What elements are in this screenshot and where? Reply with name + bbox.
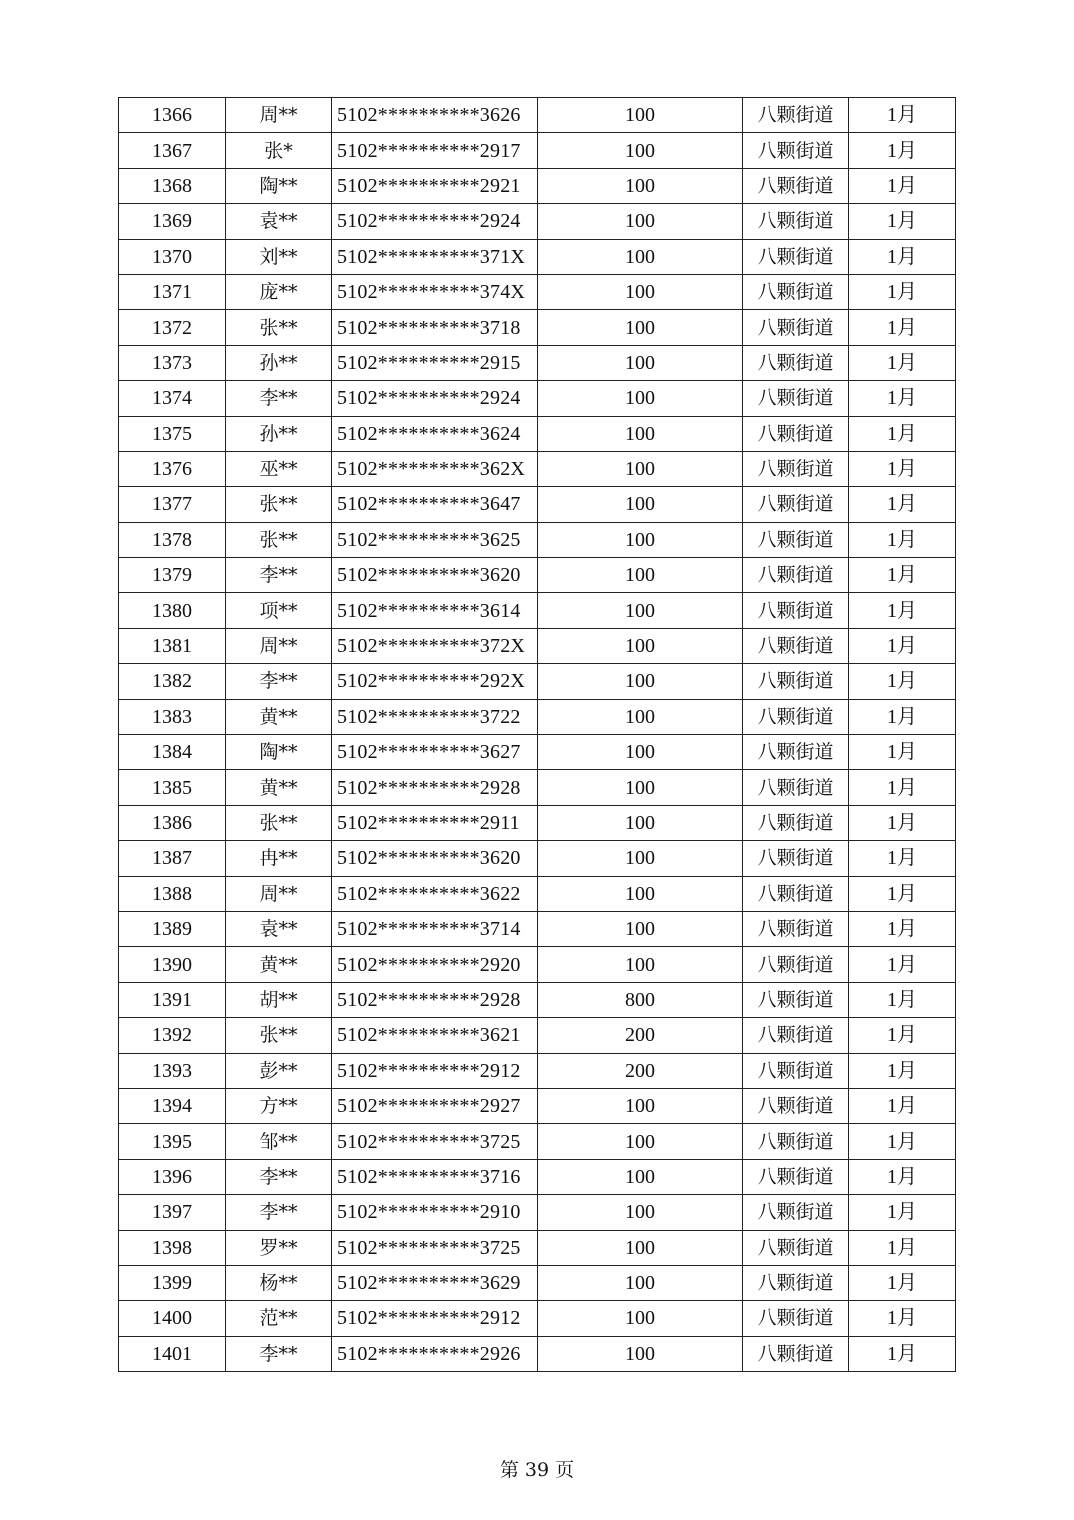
month-cell: 1月 xyxy=(849,345,956,380)
amount-cell: 100 xyxy=(538,310,743,345)
month-cell: 1月 xyxy=(849,274,956,309)
amount-cell: 100 xyxy=(538,522,743,557)
month-cell: 1月 xyxy=(849,310,956,345)
street-cell: 八颗街道 xyxy=(743,416,849,451)
amount-cell: 100 xyxy=(538,1088,743,1123)
amount-cell: 100 xyxy=(538,735,743,770)
id-number-cell: 5102**********3629 xyxy=(332,1265,538,1300)
month-cell: 1月 xyxy=(849,416,956,451)
id-number-cell: 5102**********3716 xyxy=(332,1159,538,1194)
row-number-cell: 1374 xyxy=(119,381,226,416)
amount-cell: 100 xyxy=(538,805,743,840)
name-cell: 李** xyxy=(226,1336,332,1371)
row-number-cell: 1372 xyxy=(119,310,226,345)
amount-cell: 100 xyxy=(538,911,743,946)
name-cell: 袁** xyxy=(226,204,332,239)
table-row xyxy=(119,345,956,380)
row-number-cell: 1388 xyxy=(119,876,226,911)
name-cell: 张** xyxy=(226,805,332,840)
street-cell: 八颗街道 xyxy=(743,98,849,133)
name-cell: 张** xyxy=(226,1018,332,1053)
row-number-cell: 1387 xyxy=(119,841,226,876)
month-cell: 1月 xyxy=(849,381,956,416)
amount-cell: 100 xyxy=(538,876,743,911)
table-row xyxy=(119,274,956,309)
name-cell: 周** xyxy=(226,876,332,911)
street-cell: 八颗街道 xyxy=(743,451,849,486)
table-row xyxy=(119,1265,956,1300)
name-cell: 孙** xyxy=(226,416,332,451)
table-row xyxy=(119,805,956,840)
id-number-cell: 5102**********3614 xyxy=(332,593,538,628)
name-cell: 刘** xyxy=(226,239,332,274)
row-number-cell: 1401 xyxy=(119,1336,226,1371)
month-cell: 1月 xyxy=(849,911,956,946)
amount-cell: 100 xyxy=(538,1124,743,1159)
id-number-cell: 5102**********372X xyxy=(332,628,538,663)
name-cell: 方** xyxy=(226,1088,332,1123)
street-cell: 八颗街道 xyxy=(743,204,849,239)
table-row xyxy=(119,1230,956,1265)
name-cell: 陶** xyxy=(226,168,332,203)
name-cell: 黄** xyxy=(226,770,332,805)
name-cell: 邹** xyxy=(226,1124,332,1159)
month-cell: 1月 xyxy=(849,1018,956,1053)
table-row xyxy=(119,1301,956,1336)
name-cell: 李** xyxy=(226,664,332,699)
street-cell: 八颗街道 xyxy=(743,310,849,345)
amount-cell: 100 xyxy=(538,1159,743,1194)
id-number-cell: 5102**********371X xyxy=(332,239,538,274)
amount-cell: 100 xyxy=(538,770,743,805)
amount-cell: 100 xyxy=(538,699,743,734)
table-row xyxy=(119,982,956,1017)
row-number-cell: 1381 xyxy=(119,628,226,663)
id-number-cell: 5102**********2924 xyxy=(332,204,538,239)
table-row xyxy=(119,911,956,946)
amount-cell: 100 xyxy=(538,451,743,486)
row-number-cell: 1392 xyxy=(119,1018,226,1053)
row-number-cell: 1373 xyxy=(119,345,226,380)
row-number-cell: 1399 xyxy=(119,1265,226,1300)
id-number-cell: 5102**********3622 xyxy=(332,876,538,911)
amount-cell: 100 xyxy=(538,593,743,628)
amount-cell: 200 xyxy=(538,1053,743,1088)
month-cell: 1月 xyxy=(849,1230,956,1265)
row-number-cell: 1395 xyxy=(119,1124,226,1159)
amount-cell: 100 xyxy=(538,133,743,168)
table-row xyxy=(119,381,956,416)
row-number-cell: 1367 xyxy=(119,133,226,168)
street-cell: 八颗街道 xyxy=(743,1301,849,1336)
month-cell: 1月 xyxy=(849,1088,956,1123)
table-row xyxy=(119,699,956,734)
name-cell: 冉** xyxy=(226,841,332,876)
month-cell: 1月 xyxy=(849,1265,956,1300)
street-cell: 八颗街道 xyxy=(743,593,849,628)
row-number-cell: 1370 xyxy=(119,239,226,274)
month-cell: 1月 xyxy=(849,1159,956,1194)
month-cell: 1月 xyxy=(849,841,956,876)
amount-cell: 100 xyxy=(538,558,743,593)
street-cell: 八颗街道 xyxy=(743,911,849,946)
amount-cell: 100 xyxy=(538,239,743,274)
street-cell: 八颗街道 xyxy=(743,699,849,734)
row-number-cell: 1377 xyxy=(119,487,226,522)
table-row xyxy=(119,416,956,451)
month-cell: 1月 xyxy=(849,1124,956,1159)
month-cell: 1月 xyxy=(849,628,956,663)
name-cell: 张** xyxy=(226,487,332,522)
month-cell: 1月 xyxy=(849,947,956,982)
street-cell: 八颗街道 xyxy=(743,664,849,699)
month-cell: 1月 xyxy=(849,982,956,1017)
id-number-cell: 5102**********3627 xyxy=(332,735,538,770)
table-row xyxy=(119,451,956,486)
amount-cell: 100 xyxy=(538,381,743,416)
month-cell: 1月 xyxy=(849,735,956,770)
table-row xyxy=(119,310,956,345)
street-cell: 八颗街道 xyxy=(743,1159,849,1194)
name-cell: 张* xyxy=(226,133,332,168)
month-cell: 1月 xyxy=(849,805,956,840)
id-number-cell: 5102**********374X xyxy=(332,274,538,309)
month-cell: 1月 xyxy=(849,558,956,593)
table-row xyxy=(119,1053,956,1088)
name-cell: 庞** xyxy=(226,274,332,309)
name-cell: 项** xyxy=(226,593,332,628)
month-cell: 1月 xyxy=(849,1053,956,1088)
amount-cell: 100 xyxy=(538,345,743,380)
id-number-cell: 5102**********3714 xyxy=(332,911,538,946)
row-number-cell: 1398 xyxy=(119,1230,226,1265)
amount-cell: 100 xyxy=(538,274,743,309)
month-cell: 1月 xyxy=(849,1336,956,1371)
id-number-cell: 5102**********3626 xyxy=(332,98,538,133)
street-cell: 八颗街道 xyxy=(743,274,849,309)
id-number-cell: 5102**********3620 xyxy=(332,558,538,593)
amount-cell: 100 xyxy=(538,1195,743,1230)
row-number-cell: 1376 xyxy=(119,451,226,486)
table-row xyxy=(119,841,956,876)
street-cell: 八颗街道 xyxy=(743,1088,849,1123)
name-cell: 张** xyxy=(226,310,332,345)
month-cell: 1月 xyxy=(849,133,956,168)
table-row xyxy=(119,204,956,239)
table-row xyxy=(119,735,956,770)
table-row xyxy=(119,628,956,663)
month-cell: 1月 xyxy=(849,168,956,203)
amount-cell: 100 xyxy=(538,1265,743,1300)
amount-cell: 200 xyxy=(538,1018,743,1053)
row-number-cell: 1384 xyxy=(119,735,226,770)
row-number-cell: 1382 xyxy=(119,664,226,699)
row-number-cell: 1396 xyxy=(119,1159,226,1194)
street-cell: 八颗街道 xyxy=(743,487,849,522)
amount-cell: 100 xyxy=(538,204,743,239)
amount-cell: 100 xyxy=(538,1301,743,1336)
row-number-cell: 1380 xyxy=(119,593,226,628)
table-row xyxy=(119,98,956,133)
id-number-cell: 5102**********2921 xyxy=(332,168,538,203)
name-cell: 李** xyxy=(226,1159,332,1194)
name-cell: 范** xyxy=(226,1301,332,1336)
street-cell: 八颗街道 xyxy=(743,735,849,770)
month-cell: 1月 xyxy=(849,664,956,699)
id-number-cell: 5102**********3725 xyxy=(332,1230,538,1265)
table-row xyxy=(119,1159,956,1194)
month-cell: 1月 xyxy=(849,98,956,133)
row-number-cell: 1368 xyxy=(119,168,226,203)
amount-cell: 100 xyxy=(538,947,743,982)
amount-cell: 100 xyxy=(538,98,743,133)
street-cell: 八颗街道 xyxy=(743,1230,849,1265)
row-number-cell: 1366 xyxy=(119,98,226,133)
street-cell: 八颗街道 xyxy=(743,947,849,982)
amount-cell: 100 xyxy=(538,168,743,203)
table-row xyxy=(119,876,956,911)
page-number: 第 39 页 xyxy=(499,1459,575,1481)
amount-cell: 100 xyxy=(538,1230,743,1265)
street-cell: 八颗街道 xyxy=(743,239,849,274)
month-cell: 1月 xyxy=(849,1301,956,1336)
month-cell: 1月 xyxy=(849,451,956,486)
row-number-cell: 1389 xyxy=(119,911,226,946)
row-number-cell: 1400 xyxy=(119,1301,226,1336)
id-number-cell: 5102**********2912 xyxy=(332,1301,538,1336)
month-cell: 1月 xyxy=(849,239,956,274)
name-cell: 周** xyxy=(226,628,332,663)
id-number-cell: 5102**********3625 xyxy=(332,522,538,557)
street-cell: 八颗街道 xyxy=(743,982,849,1017)
month-cell: 1月 xyxy=(849,770,956,805)
street-cell: 八颗街道 xyxy=(743,168,849,203)
id-number-cell: 5102**********2915 xyxy=(332,345,538,380)
id-number-cell: 5102**********2912 xyxy=(332,1053,538,1088)
id-number-cell: 5102**********3722 xyxy=(332,699,538,734)
amount-cell: 100 xyxy=(538,628,743,663)
table-row xyxy=(119,168,956,203)
row-number-cell: 1369 xyxy=(119,204,226,239)
id-number-cell: 5102**********362X xyxy=(332,451,538,486)
street-cell: 八颗街道 xyxy=(743,841,849,876)
id-number-cell: 5102**********3718 xyxy=(332,310,538,345)
street-cell: 八颗街道 xyxy=(743,133,849,168)
table-row xyxy=(119,522,956,557)
row-number-cell: 1383 xyxy=(119,699,226,734)
roster-table-body xyxy=(119,98,956,1372)
street-cell: 八颗街道 xyxy=(743,1265,849,1300)
row-number-cell: 1379 xyxy=(119,558,226,593)
month-cell: 1月 xyxy=(849,876,956,911)
row-number-cell: 1397 xyxy=(119,1195,226,1230)
row-number-cell: 1385 xyxy=(119,770,226,805)
name-cell: 张** xyxy=(226,522,332,557)
id-number-cell: 5102**********2928 xyxy=(332,770,538,805)
name-cell: 周** xyxy=(226,98,332,133)
month-cell: 1月 xyxy=(849,487,956,522)
id-number-cell: 5102**********3621 xyxy=(332,1018,538,1053)
table-row xyxy=(119,1336,956,1371)
table-row xyxy=(119,947,956,982)
name-cell: 李** xyxy=(226,1195,332,1230)
street-cell: 八颗街道 xyxy=(743,770,849,805)
row-number-cell: 1375 xyxy=(119,416,226,451)
table-row xyxy=(119,1195,956,1230)
name-cell: 黄** xyxy=(226,947,332,982)
street-cell: 八颗街道 xyxy=(743,381,849,416)
amount-cell: 800 xyxy=(538,982,743,1017)
street-cell: 八颗街道 xyxy=(743,1195,849,1230)
street-cell: 八颗街道 xyxy=(743,345,849,380)
table-row xyxy=(119,593,956,628)
id-number-cell: 5102**********3725 xyxy=(332,1124,538,1159)
month-cell: 1月 xyxy=(849,522,956,557)
table-row xyxy=(119,558,956,593)
row-number-cell: 1393 xyxy=(119,1053,226,1088)
street-cell: 八颗街道 xyxy=(743,876,849,911)
table-row xyxy=(119,133,956,168)
id-number-cell: 5102**********2910 xyxy=(332,1195,538,1230)
month-cell: 1月 xyxy=(849,204,956,239)
id-number-cell: 5102**********3620 xyxy=(332,841,538,876)
amount-cell: 100 xyxy=(538,1336,743,1371)
street-cell: 八颗街道 xyxy=(743,1018,849,1053)
row-number-cell: 1394 xyxy=(119,1088,226,1123)
table-row xyxy=(119,1124,956,1159)
id-number-cell: 5102**********3624 xyxy=(332,416,538,451)
street-cell: 八颗街道 xyxy=(743,1124,849,1159)
id-number-cell: 5102**********2911 xyxy=(332,805,538,840)
row-number-cell: 1390 xyxy=(119,947,226,982)
name-cell: 黄** xyxy=(226,699,332,734)
name-cell: 罗** xyxy=(226,1230,332,1265)
name-cell: 杨** xyxy=(226,1265,332,1300)
name-cell: 巫** xyxy=(226,451,332,486)
table-row xyxy=(119,239,956,274)
name-cell: 胡** xyxy=(226,982,332,1017)
id-number-cell: 5102**********2917 xyxy=(332,133,538,168)
name-cell: 李** xyxy=(226,558,332,593)
amount-cell: 100 xyxy=(538,841,743,876)
name-cell: 彭** xyxy=(226,1053,332,1088)
id-number-cell: 5102**********2920 xyxy=(332,947,538,982)
id-number-cell: 5102**********2927 xyxy=(332,1088,538,1123)
street-cell: 八颗街道 xyxy=(743,805,849,840)
id-number-cell: 5102**********2926 xyxy=(332,1336,538,1371)
row-number-cell: 1386 xyxy=(119,805,226,840)
street-cell: 八颗街道 xyxy=(743,558,849,593)
name-cell: 陶** xyxy=(226,735,332,770)
amount-cell: 100 xyxy=(538,487,743,522)
id-number-cell: 5102**********292X xyxy=(332,664,538,699)
name-cell: 孙** xyxy=(226,345,332,380)
table-row xyxy=(119,487,956,522)
row-number-cell: 1371 xyxy=(119,274,226,309)
name-cell: 袁** xyxy=(226,911,332,946)
row-number-cell: 1378 xyxy=(119,522,226,557)
amount-cell: 100 xyxy=(538,416,743,451)
table-row xyxy=(119,770,956,805)
name-cell: 李** xyxy=(226,381,332,416)
row-number-cell: 1391 xyxy=(119,982,226,1017)
id-number-cell: 5102**********2924 xyxy=(332,381,538,416)
month-cell: 1月 xyxy=(849,699,956,734)
month-cell: 1月 xyxy=(849,1195,956,1230)
street-cell: 八颗街道 xyxy=(743,1336,849,1371)
street-cell: 八颗街道 xyxy=(743,628,849,663)
amount-cell: 100 xyxy=(538,664,743,699)
table-row xyxy=(119,664,956,699)
street-cell: 八颗街道 xyxy=(743,522,849,557)
id-number-cell: 5102**********2928 xyxy=(332,982,538,1017)
month-cell: 1月 xyxy=(849,593,956,628)
street-cell: 八颗街道 xyxy=(743,1053,849,1088)
roster-table xyxy=(118,97,956,1372)
table-row xyxy=(119,1088,956,1123)
id-number-cell: 5102**********3647 xyxy=(332,487,538,522)
table-row xyxy=(119,1018,956,1053)
